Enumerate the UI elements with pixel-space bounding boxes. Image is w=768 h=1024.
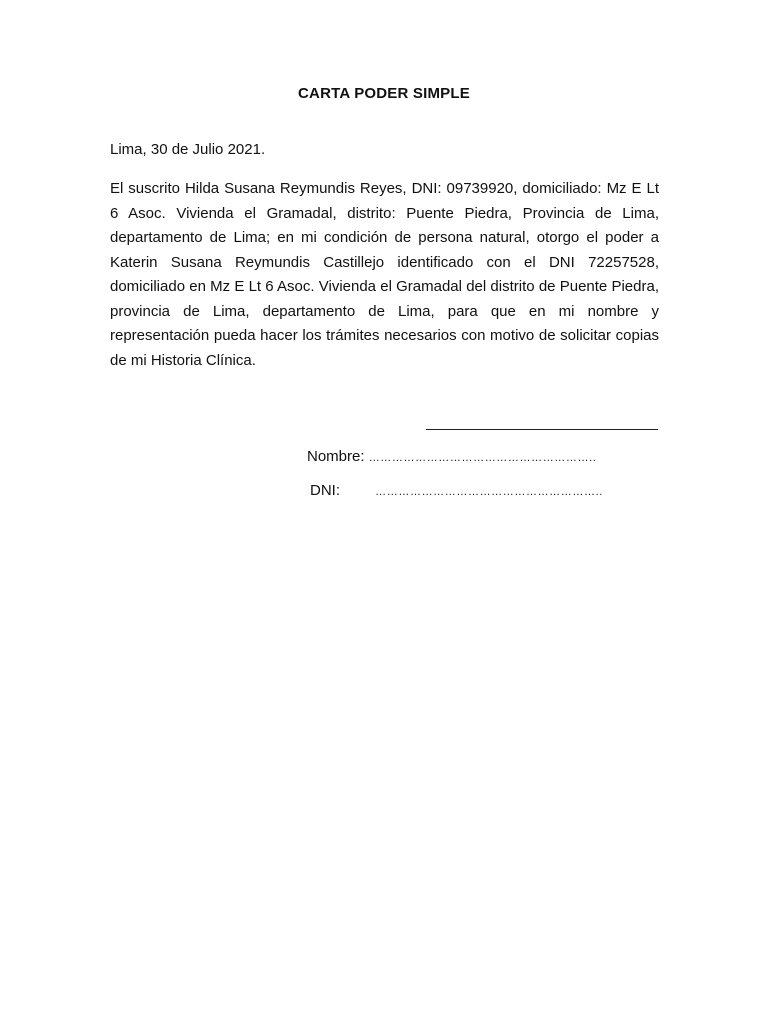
document-body: El suscrito Hilda Susana Reymundis Reyes, DNI: 09739920, domiciliado: Mz E Lt 6 Asoc. Vivienda el Gramadal, distrito: Puente Piedra, Provincia de Lima, departamento de Lima; en mi condición de persona natural, otorgo el poder a Katerin Susana Reymundis Castillejo identificado con el DNI 72257528, domiciliado en Mz E Lt 6 Asoc. Vivienda el Gramadal del distrito de Puente Piedra, provincia de Lima, departamento de Lima, para que en mi nombre y representación pueda hacer los trámites necesarios con motivo de solicitar copias de mi Historia Clínica. (110, 180, 659, 369)
signature-line (426, 429, 658, 430)
name-dots: ………………………………………………….. (368, 452, 597, 464)
name-field (307, 448, 596, 465)
name-label: Nombre: (307, 448, 365, 465)
dni-dots: ………………………………………………….. (375, 486, 603, 498)
document-title: CARTA PODER SIMPLE (298, 85, 470, 102)
document-date: Lima, 30 de Julio 2021. (110, 141, 266, 158)
dni-field (310, 482, 603, 499)
dni-label: DNI: (310, 482, 340, 499)
